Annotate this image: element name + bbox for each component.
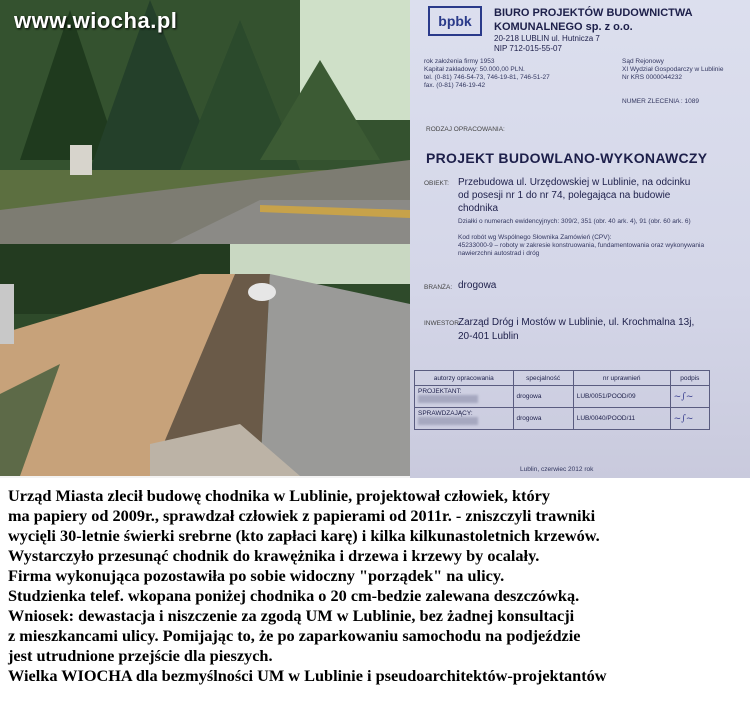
object-label: OBIEKT: <box>424 180 449 187</box>
investor-value <box>458 316 694 344</box>
founded-line: rok założenia firmy 1953 <box>424 58 495 65</box>
caption-line: Firma wykonująca pozostawiła po sobie widoczny "porządek" na ulicy. <box>8 566 505 585</box>
street-before-illustration <box>0 0 410 244</box>
investor-label: INWESTOR: <box>424 320 461 327</box>
license-cell: LUB/0051/POOD/09 <box>573 386 670 408</box>
caption-line: Wystarczyło przesunąć chodnik do krawężnika i drzewa i krzewy by ocalały. <box>8 546 540 565</box>
license-cell: LUB/0040/POOD/11 <box>573 408 670 430</box>
object-line2: od posesji nr 1 do nr 74, polegająca na budowie <box>458 190 671 201</box>
branza-label: BRANŻA: <box>424 284 453 291</box>
role-cell <box>415 386 514 408</box>
cpv-block <box>458 234 704 258</box>
table-header: nr uprawnień <box>573 371 670 386</box>
street-photo-after <box>0 244 410 476</box>
bureau-name-line2: KOMUNALNEGO sp. z o.o. <box>494 21 633 33</box>
object-line1: Przebudowa ul. Urzędowskiej w Lublinie, na odcinku <box>458 177 691 188</box>
table-header-row <box>415 371 710 386</box>
cpv-line3: nawierzchni autostrad i dróg <box>458 250 540 257</box>
project-document-photo <box>410 0 750 478</box>
cpv-line2: 45233000-9 – roboty w zakresie konstruowania, fundamentowania oraz wykonywania <box>458 242 705 249</box>
redacted-name <box>418 417 478 425</box>
capital-line: Kapitał zakładowy: 50.000,00 PLN. <box>424 66 525 73</box>
plots-line: Działki o numerach ewidencyjnych: 309/2, 351 (obr. 40 ark. 4), 91 (obr. 60 ark. 6) <box>458 218 691 225</box>
court-line1: Sąd Rejonowy <box>622 58 664 65</box>
order-number: NUMER ZLECENIA : 1089 <box>622 98 699 105</box>
table-row <box>415 386 710 408</box>
phone-line: tel. (0-81) 746-54-73, 746-19-81, 746-51-27 <box>424 74 550 81</box>
company-details <box>424 58 550 90</box>
table-header: podpis <box>670 371 709 386</box>
fax-line: fax. (0-81) 746-19-42 <box>424 82 486 89</box>
caption-line: ma papiery od 2009r., sprawdzał człowiek z papierami od 2011r. - zniszczyli trawniki <box>8 506 596 525</box>
role-text: PROJEKTANT: <box>418 388 462 395</box>
specialty-cell: drogowa <box>513 386 573 408</box>
project-title: PROJEKT BUDOWLANO-WYKONAWCZY <box>426 150 708 166</box>
court-line2: XI Wydział Gospodarczy w Lublinie <box>622 66 724 73</box>
street-after-illustration <box>0 244 410 476</box>
investor-line2: 20-401 Lublin <box>458 331 519 342</box>
type-label: RODZAJ OPRACOWANIA: <box>426 126 505 133</box>
signature-mark: ~∫~ <box>673 391 694 402</box>
bureau-logo: bpbk <box>428 6 482 36</box>
address-line: 20-218 LUBLIN ul. Hutnicza 7 <box>494 34 600 43</box>
investor-line1: Zarząd Dróg i Mostów w Lublinie, ul. Krochmalna 13j, <box>458 317 695 328</box>
signature-cell <box>670 408 709 430</box>
court-details <box>622 58 723 82</box>
object-description <box>458 176 690 215</box>
table-header: specjalność <box>513 371 573 386</box>
authors-table <box>414 370 710 430</box>
krs-line: Nr KRS 0000044232 <box>622 74 682 81</box>
caption-line: jest utrudnione przejście dla pieszych. <box>8 646 273 665</box>
caption-line: wycięli 30-letnie świerki srebrne (kto zapłaci karę) i kilka kilkunastoletnich krzewów. <box>8 526 600 545</box>
caption-line: Urząd Miasta zlecił budowę chodnika w Lublinie, projektował człowiek, który <box>8 486 550 505</box>
watermark: www.wiocha.pl <box>14 8 178 33</box>
table-header: autorzy opracowania <box>415 371 514 386</box>
object-line3: chodnika <box>458 203 499 214</box>
bureau-address <box>494 34 600 54</box>
role-cell <box>415 408 514 430</box>
footer-date: Lublin, czerwiec 2012 rok <box>520 466 594 473</box>
caption-line: z mieszkancami ulicy. Pomijając to, że po zaparkowaniu samochodu na podjeździe <box>8 626 581 645</box>
signature-cell <box>670 386 709 408</box>
nip-line: NIP 712-015-55-07 <box>494 44 562 53</box>
table-row <box>415 408 710 430</box>
branza-value: drogowa <box>458 280 497 291</box>
caption-line: Wniosek: dewastacja i niszczenie za zgodą UM w Lublinie, bez żadnej konsultacji <box>8 606 575 625</box>
caption-text <box>8 486 748 686</box>
signature-mark: ~∫~ <box>673 413 694 424</box>
specialty-cell: drogowa <box>513 408 573 430</box>
bureau-name <box>494 6 693 34</box>
caption-line: Wielka WIOCHA dla bezmyślności UM w Lublinie i pseudoarchitektów-projektantów <box>8 666 607 685</box>
role-text: SPRAWDZAJĄCY: <box>418 410 473 417</box>
street-photo-before <box>0 0 410 244</box>
redacted-name <box>418 395 478 403</box>
caption-line: Studzienka telef. wkopana poniżej chodnika o 20 cm-bedzie zalewana deszczówką. <box>8 586 580 605</box>
cpv-line1: Kod robót wg Wspólnego Słownika Zamówień (CPV): <box>458 234 612 241</box>
bureau-name-line1: BIURO PROJEKTÓW BUDOWNICTWA <box>494 7 693 19</box>
